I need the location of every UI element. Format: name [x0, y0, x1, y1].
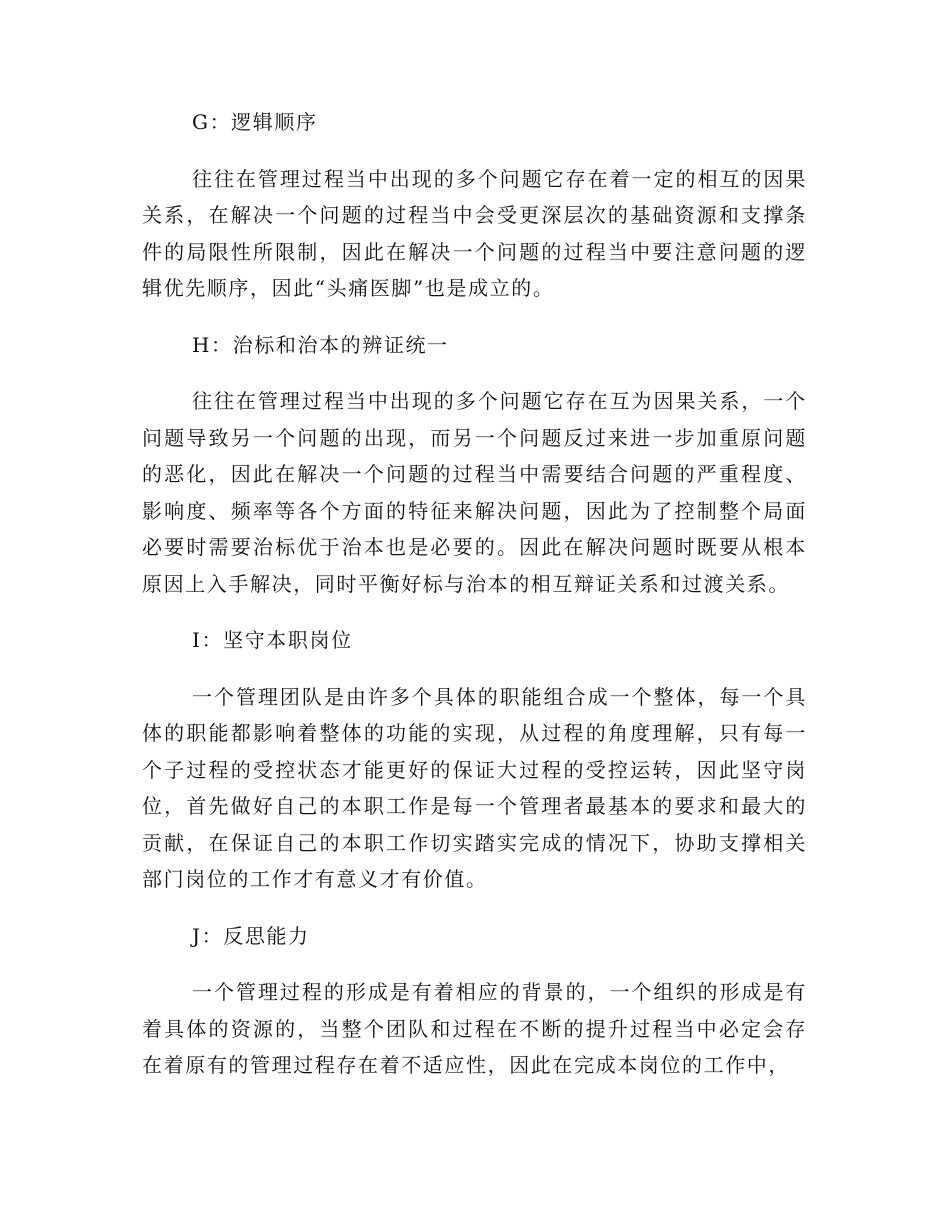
section-paragraph-j: 一个管理过程的形成是有着相应的背景的，一个组织的形成是有着具体的资源的，当整个团队和过程在不断的提升过程当中必定会存在着原有的管理过程存在着不适应性，因此在完成本岗位的工作中， [142, 980, 807, 1077]
section-paragraph-g: 往往在管理过程当中出现的多个问题它存在着一定的相互的因果关系，在解决一个问题的过程当中会受更深层次的基础资源和支撑条件的局限性所限制，因此在解决一个问题的过程当中要注意问题的逻辑优先顺序，因此“头痛医脚”也是成立的。 [142, 166, 807, 300]
section-heading-i: I：坚守本职岗位 [192, 628, 353, 652]
section-heading-h: H：治标和治本的辨证统一 [192, 332, 449, 357]
document-body [142, 104, 807, 1104]
section-heading-g: G：逻辑顺序 [192, 110, 318, 134]
section-paragraph-i: 一个管理团队是由许多个具体的职能组合成一个整体，每一个具体的职能都影响着整体的功能的实现，从过程的角度理解，只有每一个子过程的受控状态才能更好的保证大过程的受控运转，因此坚守岗位，首先做好自己的本职工作是每一个管理者最基本的要求和最大的贡献，在保证自己的本职工作切实踏实完成的情况下，协助支撑相关部门岗位的工作才有意义才有价值。 [142, 684, 807, 891]
section-paragraph-h: 往往在管理过程当中出现的多个问题它存在互为因果关系，一个问题导致另一个问题的出现，而另一个问题反过来进一步加重原问题的恶化，因此在解决一个问题的过程当中需要结合问题的严重程度、影响度、频率等各个方面的特征来解决问题，因此为了控制整个局面必要时需要治标优于治本也是必要的。因此在解决问题时既要从根本原因上入手解决，同时平衡好标与治本的相互辩证关系和过渡关系。 [142, 389, 807, 596]
section-heading-j: J：反思能力 [192, 923, 310, 948]
